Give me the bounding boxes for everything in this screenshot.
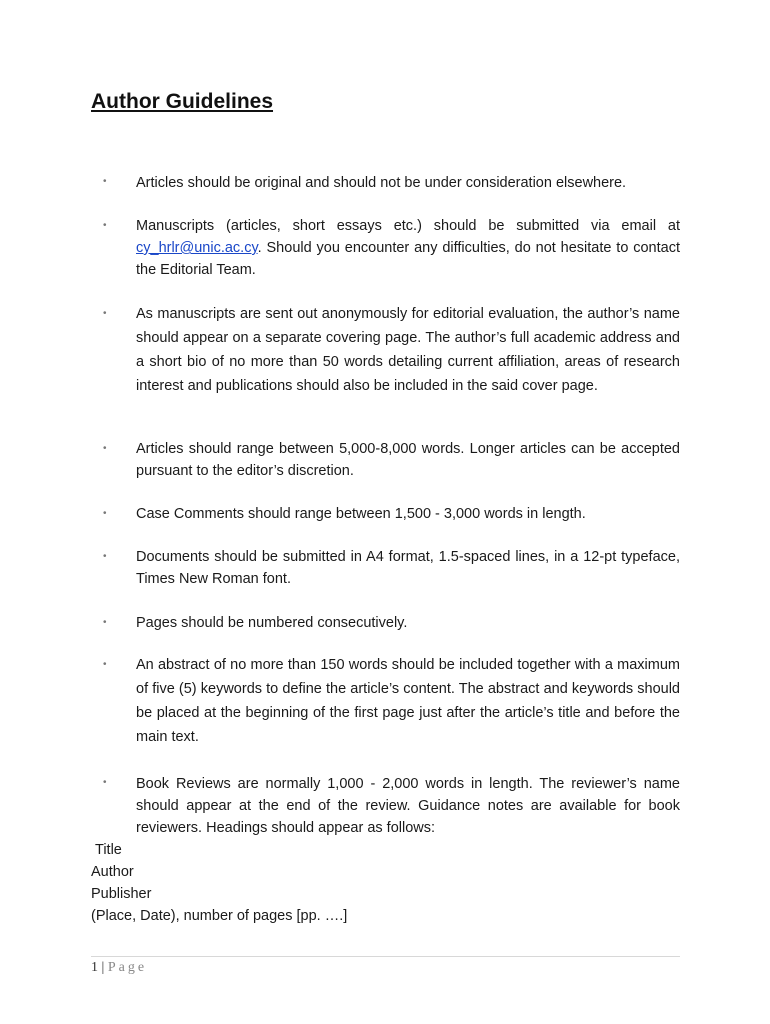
page-footer: [91, 960, 147, 976]
bullet-1: •: [103, 176, 107, 187]
bullet-3: •: [103, 308, 107, 319]
guideline-item: Documents should be submitted in A4 format, 1.5-spaced lines, in a 12-pt typeface, Times New Roman font.: [136, 549, 680, 587]
bullet-5: •: [103, 508, 107, 519]
bullet-4: •: [103, 443, 107, 454]
footer-divider: [91, 956, 680, 957]
guideline-item: Articles should range between 5,000-8,000 words. Longer articles can be accepted pursuant to the editor’s discretion.: [136, 441, 680, 479]
page-label: Page: [107, 960, 148, 975]
bullet-6: •: [103, 551, 107, 562]
item-text-after: . Should you encounter any difficulties, do not hesitate to contact the Editorial Team.: [136, 240, 680, 278]
guideline-item: As manuscripts are sent out anonymously for editorial evaluation, the author’s name should appear on a separate covering page. The author’s full academic address and a short bio of no more than 50 words detailing current affiliation, areas of research interest and publications should also be included in the said cover page.: [136, 306, 680, 394]
bullet-8: •: [103, 659, 107, 670]
bullet-7: •: [103, 617, 107, 628]
heading-title: Title: [95, 842, 122, 858]
guideline-item-email: [136, 215, 680, 281]
item-text-before: Manuscripts (articles, short essays etc.) should be submitted via email at: [136, 218, 680, 234]
bullet-9: •: [103, 777, 107, 788]
footer-separator: |: [101, 960, 105, 975]
page-number: 1: [91, 960, 98, 975]
page-title: Author Guidelines: [91, 90, 274, 113]
bullet-2: •: [103, 220, 107, 231]
guideline-item: Case Comments should range between 1,500 - 3,000 words in length.: [136, 506, 586, 522]
guideline-item: An abstract of no more than 150 words should be included together with a maximum of five (5) keywords to define the article’s content. The abstract and keywords should be placed at the beginning of the first page just after the article’s title and before the main text.: [136, 657, 680, 745]
guideline-item: Book Reviews are normally 1,000 - 2,000 words in length. The reviewer’s name should appear at the end of the review. Guidance notes are available for book reviewers. Headings should appear as follows:: [136, 776, 680, 836]
heading-place-date: (Place, Date), number of pages [pp. ….]: [91, 908, 348, 924]
email-link[interactable]: cy_hrlr@unic.ac.cy: [136, 240, 258, 256]
heading-publisher: Publisher: [91, 886, 152, 902]
guideline-item: Pages should be numbered consecutively.: [136, 615, 408, 631]
guideline-item: Articles should be original and should not be under consideration elsewhere.: [136, 175, 627, 191]
heading-author: Author: [91, 864, 134, 880]
